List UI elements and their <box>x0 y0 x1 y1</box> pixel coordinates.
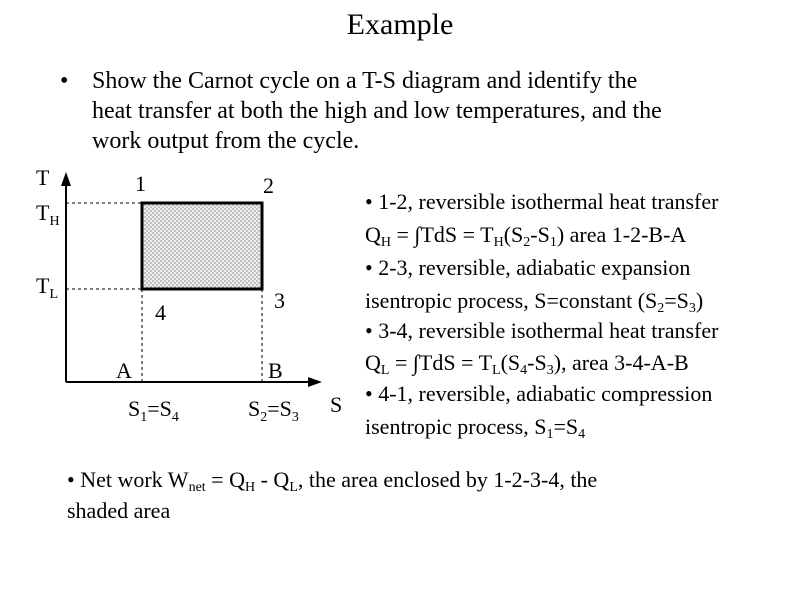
t-axis-arrow-icon <box>61 172 71 186</box>
slide-title: Example <box>346 8 454 41</box>
point-label-a: A <box>116 358 132 383</box>
intro-line: Show the Carnot cycle on a T-S diagram and identify the <box>92 68 638 94</box>
note-line-3: • 2-3, reversible, adiabatic expansion <box>365 255 691 280</box>
net-work-line-1: • Net work $W_{net} = Q_H - Q_L$, the area enclosed by 1-2-3-4, the <box>67 467 598 495</box>
s-axis-arrow-icon <box>308 377 322 387</box>
tl-label: $T_L$ <box>36 273 59 302</box>
corner-label-3: 3 <box>274 288 285 313</box>
corner-label-2: 2 <box>263 173 274 198</box>
th-label: $T_H$ <box>36 200 60 229</box>
carnot-cycle-area <box>142 203 262 289</box>
s1-s4-label: $S_1=S_4$ <box>128 396 179 425</box>
intro-line: work output from the cycle. <box>92 128 360 154</box>
bullet-symbol: • <box>60 68 69 94</box>
point-label-b: B <box>268 358 283 383</box>
net-work-line-2: shaded area <box>67 498 171 523</box>
note-line-8: isentropic process, $S_1=S_4$ <box>365 414 586 442</box>
corner-label-4: 4 <box>155 300 166 325</box>
ts-diagram <box>0 160 360 450</box>
intro-bullet <box>60 66 662 154</box>
note-line-2: $Q_H = \int TdS = T_H(S_2-S_1)$ area 1-2-B-A <box>365 222 687 250</box>
note-line-7: • 4-1, reversible, adiabatic compression <box>365 381 713 406</box>
s2-s3-label: $S_2=S_3$ <box>248 396 299 425</box>
note-line-1: • 1-2, reversible isothermal heat transfer <box>365 189 719 214</box>
intro-text <box>92 66 662 156</box>
note-line-5: • 3-4, reversible isothermal heat transfer <box>365 318 719 343</box>
note-line-6: $Q_L = \int TdS = T_L(S_4-S_3)$, area 3-4-A-B <box>365 350 689 378</box>
corner-label-1: 1 <box>135 171 146 196</box>
t-axis-label: T <box>36 165 50 190</box>
s-axis-label: S <box>330 392 343 417</box>
intro-line: heat transfer at both the high and low temperatures, and the <box>92 98 662 124</box>
note-line-4: isentropic process, S=constant $(S_2=S_3)$ <box>365 288 704 316</box>
